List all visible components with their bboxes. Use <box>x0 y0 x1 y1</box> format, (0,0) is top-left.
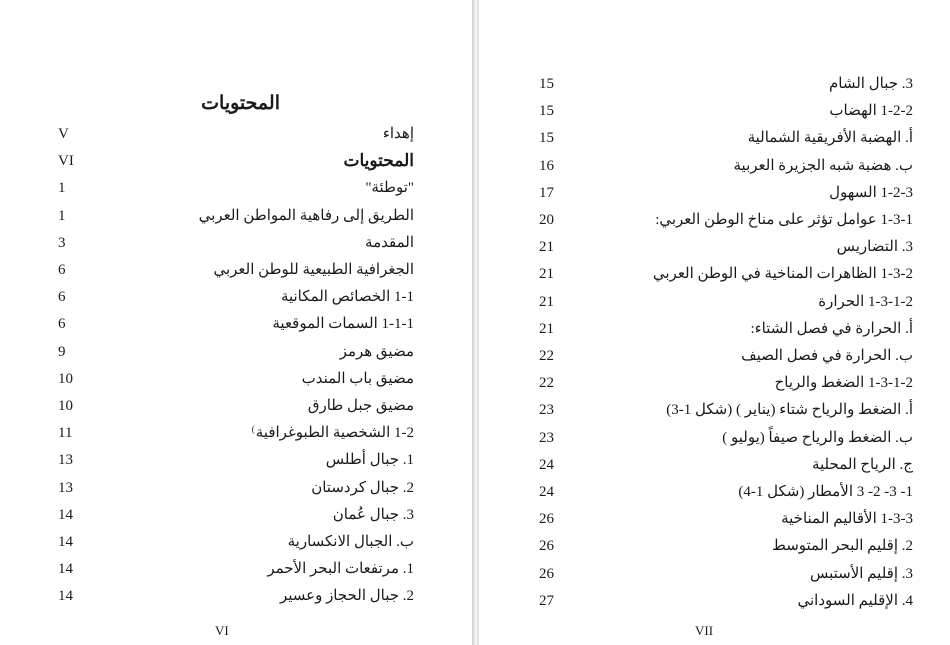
toc-entry-page-number: 14 <box>58 534 73 550</box>
toc-entry <box>539 373 913 400</box>
toc-entry <box>58 450 414 477</box>
toc-entry-page-number: 6 <box>58 289 66 306</box>
toc-entry-page-number: 13 <box>58 452 73 469</box>
toc-entry <box>58 124 414 151</box>
toc-entry-title: 1-3-1 عوامل تؤثر على مناخ الوطن العربي: <box>655 212 913 228</box>
toc-entry-title: 1- 3- 2- 3 الأمطار (شكل 1-4) <box>738 484 913 500</box>
toc-entry-title: 1-2 الشخصية الطبوغرافية <box>255 425 414 442</box>
toc-entry <box>58 206 414 233</box>
toc-entry-page-number: 16 <box>539 157 554 174</box>
toc-entry-page-number: 22 <box>539 375 554 392</box>
toc-entry-page-number: 26 <box>539 565 554 582</box>
toc-entry-title: 1-1-1 السمات الموقعية <box>272 316 414 333</box>
toc-entry-page-number: 10 <box>58 398 73 414</box>
toc-entry <box>539 156 913 183</box>
toc-entry <box>58 178 414 205</box>
toc-entry <box>539 509 913 536</box>
toc-entry-page-number: 3 <box>58 234 66 251</box>
toc-entry-title: 2. إقليم البحر المتوسط <box>771 538 913 555</box>
toc-entry <box>539 210 913 237</box>
toc-entry-title: إهداء <box>382 126 414 142</box>
toc-entry-title: 3. جبال الشام <box>829 76 913 92</box>
toc-entry-page-number: 11 <box>58 425 73 442</box>
right-page <box>479 0 950 645</box>
toc-entry <box>539 319 913 346</box>
toc-entry-title: أ. الضغط والرياح شتاء (يناير ) (شكل 1-3) <box>666 402 913 419</box>
toc-entry-page-number: 20 <box>539 212 554 228</box>
toc-entry <box>539 101 913 128</box>
toc-entry <box>539 428 913 455</box>
toc-entry <box>539 455 913 482</box>
toc-entry-title: أ. الهضبة الأفريقية الشمالية <box>747 130 913 147</box>
toc-entry-title: 1-1 الخصائص المكانية <box>280 289 414 306</box>
toc-entry <box>58 423 414 450</box>
toc-entry-title: المقدمة <box>365 234 414 251</box>
toc-entry-title: ب. الحرارة في فصل الصيف <box>741 348 913 364</box>
toc-entry-page-number: 23 <box>539 429 554 446</box>
toc-entry-page-number: 6 <box>58 262 66 278</box>
toc-entry-title: مضيق جبل طارق <box>307 398 414 414</box>
toc-entry-page-number: 15 <box>539 130 554 147</box>
toc-entry-page-number: 14 <box>58 561 73 578</box>
toc-entry-title: 1. مرتفعات البحر الأحمر <box>267 561 414 578</box>
toc-entry <box>58 260 414 287</box>
toc-entry-page-number: 21 <box>539 293 554 310</box>
toc-entry-title: المحتويات <box>343 151 414 171</box>
toc-entry-title: 1-3-2 الظاهرات المناخية في الوطن العربي <box>652 266 913 283</box>
toc-entry-page-number: 13 <box>58 479 73 496</box>
toc-entry <box>539 183 913 210</box>
toc-entry-page-number: 23 <box>539 402 554 419</box>
toc-entry-page-number: 14 <box>58 588 73 605</box>
toc-entry-title: 3. جبال عُمان <box>332 506 414 523</box>
toc-entry-page-number: 26 <box>539 538 554 555</box>
toc-entry-title: 1-2-3 السهول <box>829 184 913 201</box>
toc-entry <box>58 478 414 505</box>
toc-entry-page-number: 17 <box>539 184 554 201</box>
toc-entry-title: أ. الحرارة في فصل الشتاء: <box>750 320 913 337</box>
toc-entry-page-number: 14 <box>58 506 73 523</box>
toc-entry <box>539 536 913 563</box>
toc-entry-title: 3. إقليم الأستبس <box>809 565 913 582</box>
toc-entry <box>539 346 913 373</box>
toc-entry-page-number: V <box>58 126 69 142</box>
toc-entry-title: ج. الرياح المحلية <box>811 456 913 473</box>
toc-entry-title: 1-3-1-2 الحرارة <box>818 293 913 310</box>
toc-entry <box>58 532 414 559</box>
toc-entry <box>539 564 913 591</box>
toc-entry <box>58 151 414 178</box>
toc-entry-page-number: 1 <box>58 180 66 197</box>
toc-entry <box>539 264 913 291</box>
toc-entry <box>58 233 414 260</box>
toc-entry-page-number: 26 <box>539 511 554 528</box>
toc-entry-title: 3. التضاريس <box>836 239 913 256</box>
footnote-marker: ( <box>251 424 255 435</box>
toc-entry-page-number: 22 <box>539 348 554 364</box>
toc-entry-page-number: 24 <box>539 484 554 500</box>
page-number-right: VII <box>695 623 714 638</box>
toc-entry <box>58 369 414 396</box>
toc-entry <box>58 396 414 423</box>
toc-entry-title: مضيق باب المندب <box>301 370 414 387</box>
toc-entry-title: ب. الجبال الانكسارية <box>287 534 414 550</box>
toc-entry-title: 1-3-1-2 الضغط والرياح <box>774 375 913 392</box>
toc-entry-title: مضيق هرمز <box>339 343 414 360</box>
toc-entry <box>58 342 414 369</box>
toc-entry-title: 2. جبال كردستان <box>311 479 414 496</box>
toc-entry-page-number: 21 <box>539 266 554 283</box>
toc-entry-title: ب. هضبة شبه الجزيرة العربية <box>733 157 913 174</box>
toc-entry <box>58 559 414 586</box>
left-page <box>0 0 472 645</box>
toc-entry-title: الطريق إلى رفاهية المواطن العربي <box>198 207 414 224</box>
toc-entry <box>539 292 913 319</box>
toc-entry-title: 1. جبال أطلس <box>325 452 414 469</box>
toc-entry-page-number: 15 <box>539 103 554 120</box>
toc-title: المحتويات <box>201 93 280 114</box>
toc-entry <box>539 591 913 618</box>
page-number-left: VI <box>215 623 229 638</box>
toc-entry-title: "توطئة" <box>365 180 414 197</box>
toc-entry-page-number: 10 <box>58 370 73 387</box>
toc-entry-page-number: 6 <box>58 316 66 333</box>
toc-entry-title: 4. الإقليم السوداني <box>797 592 913 609</box>
toc-entry-page-number: 21 <box>539 239 554 256</box>
book-gutter <box>472 0 479 645</box>
toc-entry <box>58 287 414 314</box>
toc-entry <box>539 128 913 155</box>
toc-entry-title: 1-2-2 الهضاب <box>829 103 913 120</box>
toc-entry-title: 2. جبال الحجاز وعسير <box>279 588 414 605</box>
toc-entry-title: الجغرافية الطبيعية للوطن العربي <box>213 262 414 278</box>
toc-entry-page-number: 15 <box>539 76 554 92</box>
toc-entry-title: 1-3-3 الأقاليم المناخية <box>781 511 913 528</box>
toc-entry-page-number: 1 <box>58 207 66 224</box>
toc-entry-page-number: 27 <box>539 592 554 609</box>
toc-entry <box>539 482 913 509</box>
toc-entry <box>58 314 414 341</box>
toc-entry-page-number: 9 <box>58 343 66 360</box>
toc-entry <box>58 505 414 532</box>
toc-entry-page-number: 24 <box>539 456 554 473</box>
toc-entry <box>539 237 913 264</box>
toc-entry <box>539 74 913 101</box>
toc-entry <box>539 400 913 427</box>
toc-entry-page-number: 21 <box>539 320 554 337</box>
toc-entry-title: ب. الضغط والرياح صيفاً (يوليو ) <box>722 429 913 446</box>
toc-entry-page-number: VI <box>58 153 74 170</box>
toc-entry <box>58 586 414 613</box>
